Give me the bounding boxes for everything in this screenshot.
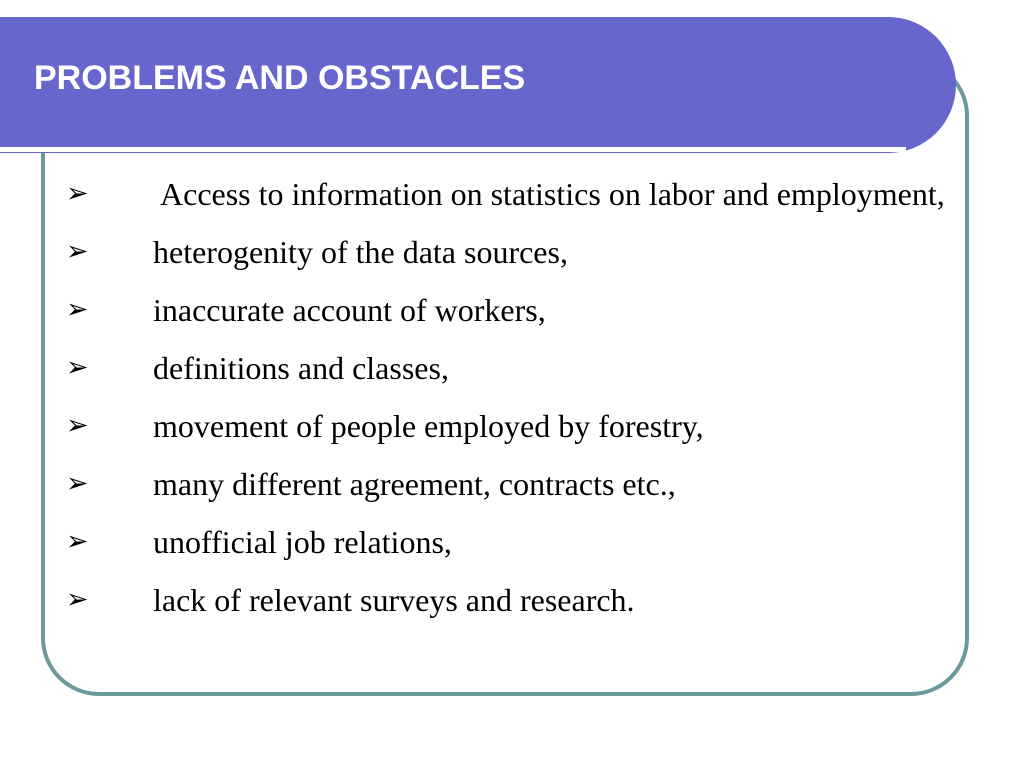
list-item-text: movement of people employed by forestry, — [153, 408, 704, 444]
arrowhead-bullet-icon: ➢ — [66, 236, 89, 267]
list-item — [66, 403, 946, 449]
slide-title: PROBLEMS AND OBSTACLES — [34, 59, 526, 97]
list-item-text: Access to information on statistics on labor and employment, — [160, 176, 945, 212]
list-item-text: lack of relevant surveys and research. — [153, 582, 635, 618]
obstacle-list — [66, 171, 946, 635]
arrowhead-bullet-icon: ➢ — [66, 526, 89, 557]
list-item — [66, 287, 946, 333]
list-item — [66, 229, 946, 275]
arrowhead-bullet-icon: ➢ — [66, 410, 89, 441]
arrowhead-bullet-icon: ➢ — [66, 468, 89, 499]
title-underline — [0, 147, 906, 152]
list-item — [66, 171, 946, 217]
list-item — [66, 345, 946, 391]
arrowhead-bullet-icon: ➢ — [66, 294, 89, 325]
arrowhead-bullet-icon: ➢ — [66, 178, 89, 209]
list-item-text: inaccurate account of workers, — [153, 292, 546, 328]
list-item — [66, 577, 946, 623]
arrowhead-bullet-icon: ➢ — [66, 584, 89, 615]
list-item-text: unofficial job relations, — [153, 524, 452, 560]
list-item-text: heterogenity of the data sources, — [153, 234, 568, 270]
arrowhead-bullet-icon: ➢ — [66, 352, 89, 383]
list-item-text: definitions and classes, — [153, 350, 449, 386]
list-item — [66, 461, 946, 507]
list-item — [66, 519, 946, 565]
list-item-text: many different agreement, contracts etc., — [153, 466, 676, 502]
